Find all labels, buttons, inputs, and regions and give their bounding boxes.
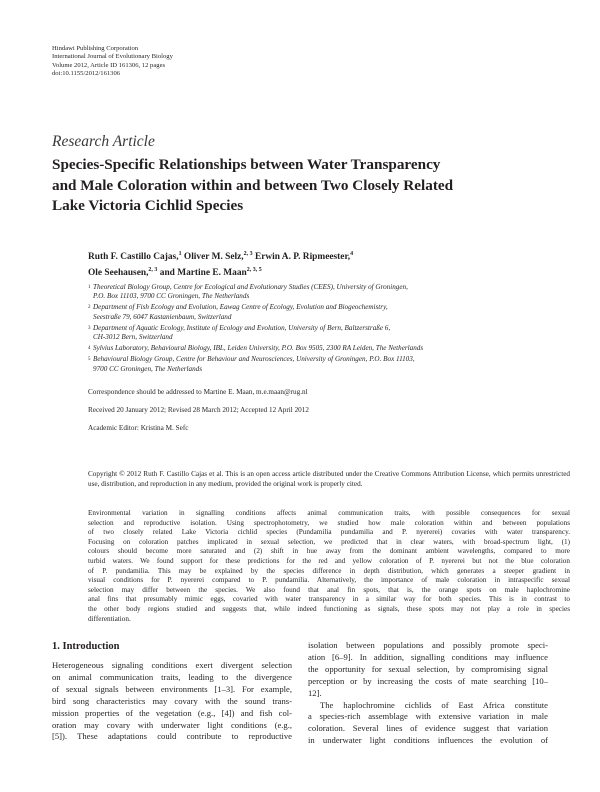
abstract-line: turbid waters. We found support for these predictions for the red and yellow coloration of P. nyererei but not the blue coloration bbox=[88, 556, 570, 565]
doi: doi:10.1155/2012/161306 bbox=[52, 70, 121, 78]
body-line: the opportunity for sexual selection, by compromising signal bbox=[308, 663, 548, 674]
author-affil-sup: 2, 3, 5 bbox=[246, 266, 262, 273]
author-affil-sup: 2, 3 bbox=[148, 266, 158, 273]
journal-name: International Journal of Evolutionary Biology bbox=[52, 53, 173, 61]
affiliation-line: CH-3012 Bern, Switzerland bbox=[93, 333, 173, 342]
abstract-line: Focusing on coloration patches implicated in sexual selection, we predicted that in clear waters, with broad-spectrum light, (1) bbox=[88, 537, 570, 546]
author-list bbox=[88, 248, 353, 280]
title-line: Species-Specific Relationships between Water Transparency bbox=[52, 156, 441, 173]
abstract-line: selection and reproductive isolation. Using spectrophotometry, we studied how male coloration within and between populations bbox=[88, 518, 570, 527]
publication-info bbox=[52, 45, 173, 79]
author-affil-sup: 1 bbox=[178, 251, 182, 257]
body-line: oration may covary with underwater light conditions (e.g., bbox=[52, 719, 292, 730]
body-line: in underwater light conditions influences the evolution of bbox=[308, 735, 548, 746]
section-heading: 1. Introduction bbox=[52, 641, 120, 652]
article-dates: Received 20 January 2012; Revised 28 March 2012; Accepted 12 April 2012 bbox=[88, 406, 309, 414]
body-line: [5]). These adaptations could contribute to reproductive bbox=[52, 731, 292, 742]
body-line: ation [6–9]. In addition, signalling conditions may influence bbox=[308, 651, 548, 662]
abstract-line: the other body regions studied and suggests that, while indeed functioning as signals, these spots may not play a role in species bbox=[88, 604, 570, 613]
body-line: perception or by increasing the costs of mate searching [10– bbox=[308, 675, 548, 686]
body-line: a species-rich assemblage with extensive variation in male bbox=[308, 711, 548, 722]
author-name: Ole Seehausen, bbox=[88, 268, 149, 279]
title-line: Lake Victoria Cichlid Species bbox=[52, 197, 244, 214]
abstract-line: of P. pundamilia. This may be explained by the species difference in depth distribution, which generates a steeper gradient in bbox=[88, 566, 570, 575]
abstract-line: visual conditions for P. nyererei compared to P. pundamilia. Alternatively, the importance of male coloration in intraspecific sexual bbox=[88, 576, 570, 585]
abstract-line: selection may differ between the species. We also found that anal fin spots, that is, the orange spots on male haplochromine bbox=[88, 585, 570, 594]
affiliation-item bbox=[88, 303, 568, 321]
body-line: The haplochromine cichlids of East Africa constitute bbox=[320, 699, 548, 710]
affiliation-line: P.O. Box 11103, 9700 CC Groningen, The Netherlands bbox=[93, 292, 250, 301]
author-name: Oliver M. Selz, bbox=[181, 252, 244, 263]
copyright-notice: Copyright © 2012 Ruth F. Castillo Cajas et al. This is an open access article distributed under the Creative Commons Attribution License, which permits unrestricted use, distribution, and reproduction in any medium, provided the original work is properly cited. bbox=[88, 470, 570, 488]
body-line: of sexual signals between environments [1–3]. For example, bbox=[52, 683, 292, 694]
affiliation-number: 3 bbox=[88, 325, 91, 331]
volume-info: Volume 2012, Article ID 161306, 12 pages bbox=[52, 61, 166, 69]
affiliation-line: Department of Fish Ecology and Evolution, Eawag Centre of Ecology, Evolution and Biogeochemistry, bbox=[93, 303, 388, 312]
author-line bbox=[88, 264, 353, 280]
affiliation-number: 5 bbox=[88, 357, 91, 363]
article-title bbox=[52, 155, 572, 217]
author-name: and Martine E. Maan bbox=[157, 268, 247, 279]
body-column-right bbox=[308, 640, 548, 747]
affiliation-line: Behavioural Biology Group, Centre for Behaviour and Neurosciences, University of Groningen, P.O. Box 11103, bbox=[93, 355, 415, 364]
affiliation-item bbox=[88, 344, 568, 353]
publisher-name: Hindawi Publishing Corporation bbox=[52, 45, 139, 52]
affiliation-number: 2 bbox=[88, 305, 91, 311]
affiliation-number: 4 bbox=[88, 346, 91, 352]
body-line: isolation between populations and possibly promote speci- bbox=[308, 640, 548, 650]
academic-editor: Academic Editor: Kristina M. Sefc bbox=[88, 424, 189, 432]
affiliation-line: Seestraße 79, 6047 Kastanienbaum, Switzerland bbox=[93, 312, 232, 321]
body-line: Heterogeneous signaling conditions exert divergent selection bbox=[52, 660, 292, 670]
affiliation-number: 1 bbox=[88, 285, 91, 290]
author-affil-sup: 2, 3 bbox=[243, 251, 253, 257]
abstract-line: Environmental variation in signalling conditions affects animal communication traits, with possible consequences for sexual bbox=[88, 509, 570, 517]
body-line: 12]. bbox=[308, 687, 322, 698]
body-column-left bbox=[52, 660, 292, 743]
affiliation-line: Department of Aquatic Ecology, Institute of Ecology and Evolution, University of Bern, Baltzerstraße 6, bbox=[93, 323, 391, 332]
abstract-line: differentiation. bbox=[88, 614, 131, 623]
correspondence: Correspondence should be addressed to Martine E. Maan, m.e.maan@rug.nl bbox=[88, 388, 308, 396]
affiliation-line: Theoretical Biology Group, Centre for Ecological and Evolutionary Studies (CEES), University of Groningen, bbox=[93, 283, 408, 291]
affiliation-item bbox=[88, 324, 568, 342]
abstract bbox=[88, 509, 570, 624]
affiliations bbox=[88, 283, 568, 376]
affiliation-line: Sylvius Laboratory, Behavioural Biology, IBL, Leiden University, P.O. Box 9505, 2300 RA Leiden, The Netherlands bbox=[93, 344, 424, 353]
body-line: mission properties of the vegetation (e.g., [4]) and fish col- bbox=[52, 707, 292, 718]
body-line: on animal communication traits, leading to the divergence bbox=[52, 671, 292, 682]
abstract-line: colours should become more saturated and (2) shift in hue away from the dominant ambient wavelengths, compared to more bbox=[88, 547, 570, 556]
abstract-line: anal fins that presumably mimic eggs, covaried with water transparency in a similar way for both species. This is in contrast to bbox=[88, 595, 570, 604]
affiliation-item bbox=[88, 355, 568, 373]
title-line: and Male Coloration within and between Two Closely Related bbox=[52, 176, 454, 194]
affiliation-item bbox=[88, 283, 568, 301]
author-name: Erwin A. P. Ripmeester, bbox=[252, 252, 351, 263]
abstract-line: of two closely related Lake Victoria cichlid species (Pundamilia pundamilia and P. nyererei) covaries with water transparency. bbox=[88, 528, 570, 537]
affiliation-line: 9700 CC Groningen, The Netherlands bbox=[93, 364, 203, 373]
body-line: bird song characteristics may covary with the sound trans- bbox=[52, 695, 292, 706]
author-affil-sup: 4 bbox=[350, 251, 354, 257]
author-line bbox=[88, 248, 353, 264]
article-type: Research Article bbox=[52, 133, 155, 150]
body-line: coloration. Several lines of evidence suggest that variation bbox=[308, 723, 548, 734]
author-name: Ruth F. Castillo Cajas, bbox=[88, 252, 179, 263]
